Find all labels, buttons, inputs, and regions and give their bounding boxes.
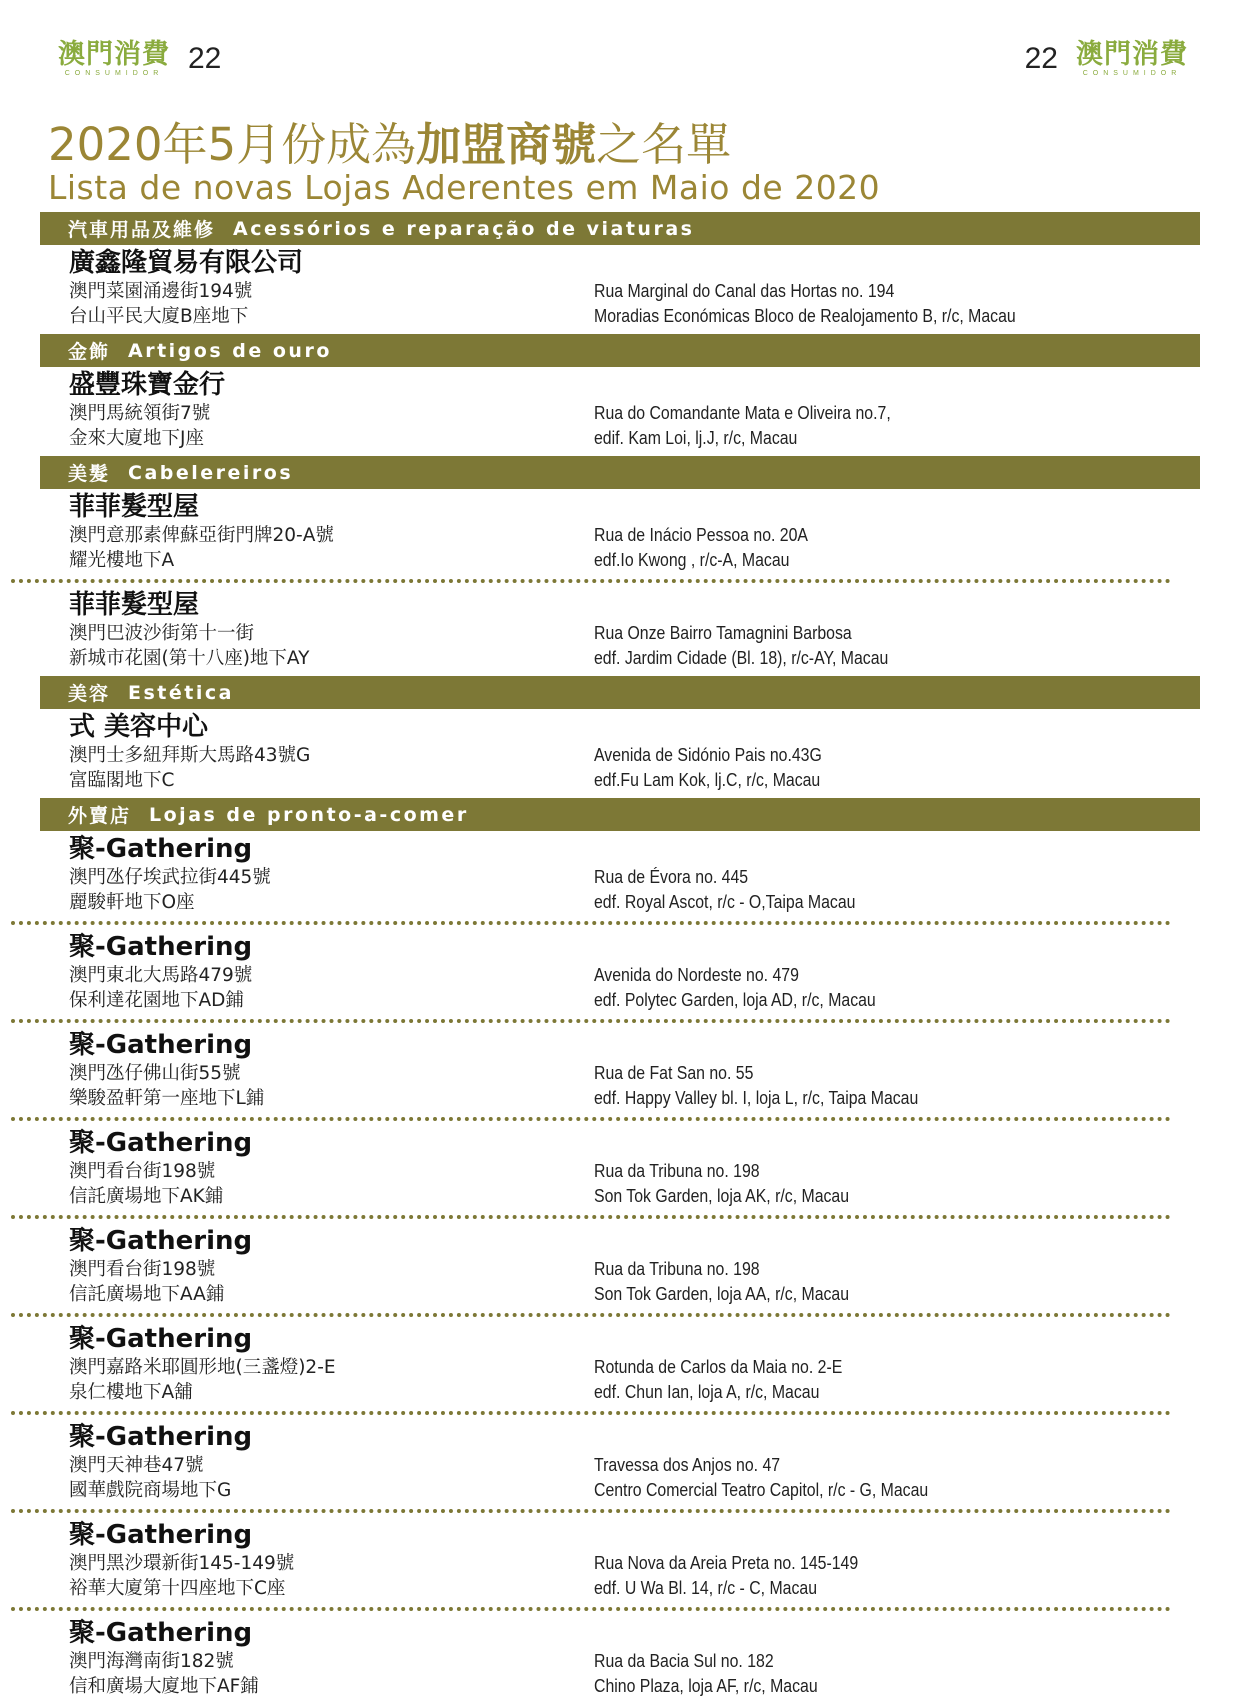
category-name-portuguese: Artigos de ouro	[128, 339, 332, 362]
address-chinese: 台山平民大廈B座地下	[69, 306, 249, 327]
address-portuguese: edf. U Wa Bl. 14, r/c - C, Macau	[594, 1578, 817, 1598]
dotted-separator	[11, 1019, 1171, 1023]
category-header	[40, 334, 1200, 367]
store-entry	[40, 709, 1200, 793]
category-name-portuguese: Lojas de pronto-a-comer	[149, 803, 469, 826]
address-row	[69, 1257, 1200, 1282]
address-portuguese: Son Tok Garden, loja AA, r/c, Macau	[594, 1284, 850, 1304]
address-chinese: 金來大廈地下J座	[69, 428, 204, 449]
logo-chinese-text: 澳門消費	[58, 39, 170, 70]
address-portuguese: edif. Kam Loi, lj.J, r/c, Macau	[594, 428, 798, 448]
address-portuguese: Rua de Inácio Pessoa no. 20A	[594, 525, 808, 545]
store-entry	[40, 831, 1200, 915]
address-portuguese: Chino Plaza, loja AF, r/c, Macau	[594, 1676, 818, 1696]
store-entry	[40, 367, 1200, 451]
category-name-chinese: 汽車用品及維修	[68, 219, 216, 241]
dotted-separator	[11, 1509, 1171, 1513]
address-chinese: 澳門馬統領街7號	[69, 403, 211, 424]
address-row	[69, 865, 1200, 890]
store-list	[40, 212, 1200, 1704]
store-name: 聚-Gathering	[69, 1030, 253, 1060]
address-chinese: 保利達花園地下AD鋪	[69, 990, 244, 1011]
address-portuguese: Rua da Bacia Sul no. 182	[594, 1651, 774, 1671]
address-row	[69, 1355, 1200, 1380]
store-name: 聚-Gathering	[69, 834, 253, 864]
address-row	[69, 1086, 1200, 1111]
logo-english-text: CONSUMIDOR	[64, 70, 164, 77]
category-name-chinese: 金飾	[68, 341, 111, 363]
consumidor-logo	[58, 41, 170, 77]
page-number-left: 22	[188, 42, 222, 75]
address-portuguese: edf. Royal Ascot, r/c - O,Taipa Macau	[594, 892, 856, 912]
store-name: 聚-Gathering	[69, 1520, 253, 1550]
dotted-separator	[11, 1313, 1171, 1317]
address-portuguese: Rua de Fat San no. 55	[594, 1063, 754, 1083]
logo-chinese-text: 澳門消費	[1076, 39, 1188, 70]
store-name: 聚-Gathering	[69, 1324, 253, 1354]
address-chinese: 澳門看台街198號	[69, 1259, 216, 1280]
address-portuguese: Travessa dos Anjos no. 47	[594, 1455, 781, 1475]
store-name: 菲菲髮型屋	[69, 492, 200, 522]
address-portuguese: Rotunda de Carlos da Maia no. 2-E	[594, 1357, 843, 1377]
page-number-right: 22	[1024, 42, 1058, 75]
address-row	[69, 743, 1200, 768]
dotted-separator	[11, 921, 1171, 925]
dotted-separator	[11, 1411, 1171, 1415]
category-header	[40, 676, 1200, 709]
store-entry	[40, 1419, 1200, 1503]
address-row	[69, 1282, 1200, 1307]
store-name: 聚-Gathering	[69, 1422, 253, 1452]
header-right	[1007, 34, 1188, 84]
dotted-separator	[11, 1607, 1171, 1611]
store-entry	[40, 245, 1200, 329]
address-portuguese: Rua da Tribuna no. 198	[594, 1161, 760, 1181]
address-chinese: 泉仁樓地下A舖	[69, 1382, 193, 1403]
header-left	[58, 34, 239, 84]
page-title-portuguese: Lista de novas Lojas Aderentes em Maio de 2020	[48, 168, 881, 207]
store-name: 聚-Gathering	[69, 1226, 253, 1256]
address-portuguese: Centro Comercial Teatro Capitol, r/c - G, Macau	[594, 1480, 929, 1500]
store-name: 聚-Gathering	[69, 1618, 253, 1648]
address-row	[69, 621, 1200, 646]
address-chinese: 樂駿盈軒第一座地下L鋪	[69, 1088, 265, 1109]
address-chinese: 裕華大廈第十四座地下C座	[69, 1578, 286, 1599]
address-row	[69, 1649, 1200, 1674]
address-chinese: 澳門菜園涌邊街194號	[69, 281, 253, 302]
category-name-portuguese: Acessórios e reparação de viaturas	[233, 217, 695, 240]
address-row	[69, 1551, 1200, 1576]
address-portuguese: Avenida do Nordeste no. 479	[594, 965, 799, 985]
store-entry	[40, 1615, 1200, 1699]
address-chinese: 新城市花園(第十八座)地下AY	[69, 648, 310, 669]
address-portuguese: edf.Fu Lam Kok, lj.C, r/c, Macau	[594, 770, 821, 790]
address-row	[69, 646, 1200, 671]
address-portuguese: edf. Chun Ian, loja A, r/c, Macau	[594, 1382, 820, 1402]
dotted-separator	[11, 1215, 1171, 1219]
address-row	[69, 1159, 1200, 1184]
address-chinese: 信託廣場地下AA鋪	[69, 1284, 225, 1305]
store-entry	[40, 1517, 1200, 1601]
address-portuguese: Rua Onze Bairro Tamagnini Barbosa	[594, 623, 852, 643]
category-name-portuguese: Cabelereiros	[128, 461, 294, 484]
address-portuguese: Rua Marginal do Canal das Hortas no. 194	[594, 281, 895, 301]
address-chinese: 澳門氹仔埃武拉街445號	[69, 867, 271, 888]
title-bold-part: 加盟商號	[416, 118, 597, 171]
store-entry	[40, 1321, 1200, 1405]
address-row	[69, 1184, 1200, 1209]
address-row	[69, 401, 1200, 426]
store-name: 廣鑫隆貿易有限公司	[69, 248, 304, 278]
address-row	[69, 1061, 1200, 1086]
address-chinese: 澳門氹仔佛山街55號	[69, 1063, 241, 1084]
category-name-portuguese: Estética	[128, 681, 234, 704]
address-portuguese: edf.Io Kwong , r/c-A, Macau	[594, 550, 790, 570]
address-row	[69, 890, 1200, 915]
address-chinese: 國華戲院商場地下G	[69, 1480, 232, 1501]
title-part-1: 2020年5月份成為	[48, 118, 417, 171]
address-row	[69, 1478, 1200, 1503]
address-portuguese: Rua de Évora no. 445	[594, 867, 749, 887]
store-entry	[40, 489, 1200, 573]
store-name: 菲菲髮型屋	[69, 590, 200, 620]
address-row	[69, 279, 1200, 304]
address-chinese: 信和廣場大廈地下AF鋪	[69, 1676, 259, 1697]
category-name-chinese: 美髮	[68, 463, 111, 485]
address-row	[69, 988, 1200, 1013]
dotted-separator	[11, 579, 1171, 583]
store-entry	[40, 1223, 1200, 1307]
address-chinese: 澳門海灣南街182號	[69, 1651, 234, 1672]
consumidor-logo	[1076, 41, 1188, 77]
address-portuguese: Moradias Económicas Bloco de Realojamento B, r/c, Macau	[594, 306, 1016, 326]
dotted-separator	[11, 1117, 1171, 1121]
address-row	[69, 768, 1200, 793]
address-portuguese: Rua Nova da Areia Preta no. 145-149	[594, 1553, 859, 1573]
store-entry	[40, 587, 1200, 671]
address-portuguese: edf. Polytec Garden, loja AD, r/c, Macau	[594, 990, 876, 1010]
store-entry	[40, 929, 1200, 1013]
category-name-chinese: 美容	[68, 683, 111, 705]
address-portuguese: Avenida de Sidónio Pais no.43G	[594, 745, 822, 765]
store-name: 聚-Gathering	[69, 1128, 253, 1158]
address-chinese: 澳門東北大馬路479號	[69, 965, 253, 986]
category-header	[40, 212, 1200, 245]
address-chinese: 澳門士多紐拜斯大馬路43號G	[69, 745, 311, 766]
address-row	[69, 426, 1200, 451]
category-header	[40, 456, 1200, 489]
address-row	[69, 1453, 1200, 1478]
address-chinese: 澳門嘉路米耶圓形地(三盞燈)2-E	[69, 1357, 336, 1378]
address-chinese: 富臨閣地下C	[69, 770, 175, 791]
address-chinese: 信託廣場地下AK鋪	[69, 1186, 224, 1207]
address-row	[69, 1380, 1200, 1405]
address-portuguese: Rua da Tribuna no. 198	[594, 1259, 760, 1279]
store-name: 聚-Gathering	[69, 932, 253, 962]
category-header	[40, 798, 1200, 831]
address-row	[69, 1576, 1200, 1601]
store-entry	[40, 1125, 1200, 1209]
store-name: 式 美容中心	[69, 712, 209, 742]
address-chinese: 麗駿軒地下O座	[69, 892, 195, 913]
address-chinese: 澳門天神巷47號	[69, 1455, 204, 1476]
address-chinese: 澳門巴波沙街第十一街	[69, 623, 255, 644]
address-row	[69, 304, 1200, 329]
address-row	[69, 548, 1200, 573]
address-chinese: 澳門黑沙環新街145-149號	[69, 1553, 295, 1574]
store-name: 盛豐珠寶金行	[69, 370, 226, 400]
address-portuguese: edf. Jardim Cidade (Bl. 18), r/c-AY, Macau	[594, 648, 889, 668]
address-chinese: 澳門意那素俾蘇亞街門牌20-A號	[69, 525, 334, 546]
category-name-chinese: 外賣店	[68, 805, 132, 827]
address-chinese: 澳門看台街198號	[69, 1161, 216, 1182]
logo-english-text: CONSUMIDOR	[1082, 70, 1182, 77]
address-row	[69, 523, 1200, 548]
address-portuguese: Rua do Comandante Mata e Oliveira no.7,	[594, 403, 891, 423]
address-portuguese: edf. Happy Valley bl. I, loja L, r/c, Taipa Macau	[594, 1088, 919, 1108]
address-row	[69, 1674, 1200, 1699]
page-title-chinese	[48, 108, 731, 173]
title-part-2: 之名單	[596, 118, 732, 171]
address-portuguese: Son Tok Garden, loja AK, r/c, Macau	[594, 1186, 850, 1206]
address-row	[69, 963, 1200, 988]
store-entry	[40, 1027, 1200, 1111]
address-chinese: 耀光樓地下A	[69, 550, 175, 571]
